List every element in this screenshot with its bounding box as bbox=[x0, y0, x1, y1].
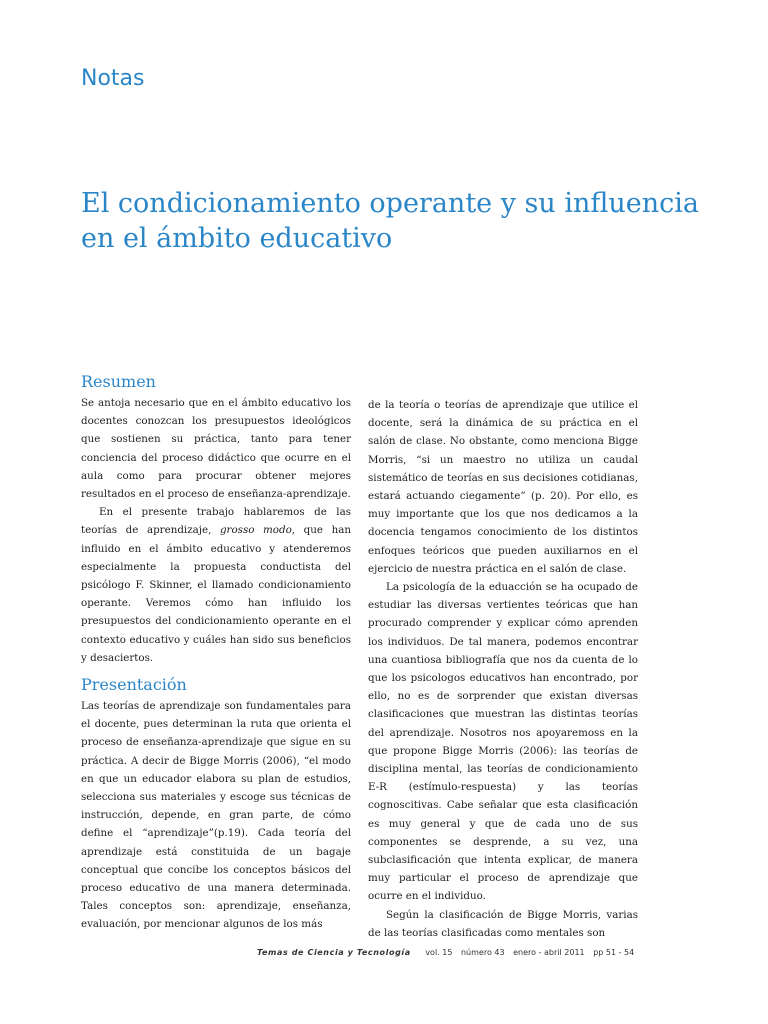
right-column bbox=[368, 396, 638, 942]
presentacion-paragraph-1: Las teorías de aprendizaje son fundamentales para el docente, pues determinan la ruta que orienta el proceso de enseñanza-aprendizaje que sigue en su práctica. A decir de Bigge Morris (2006), “el modo en que un educador elabora su plan de estudios, selecciona sus materiales y escoge sus técnicas de instrucción, depende, en gran parte, de cómo define el “aprendizaje”(p.19). Cada teoría del aprendizaje está constituida de un bagaje conceptual que concibe los conceptos básicos del proceso educativo de una manera determinada. Tales conceptos son: aprendizaje, enseñanza, evaluación, por mencionar algunos de los más bbox=[81, 700, 351, 931]
left-column bbox=[81, 372, 351, 934]
presentacion-heading: Presentación bbox=[81, 675, 187, 695]
resumen-p2-start: En el presente trabajo hablaremos de las teorías de aprendizaje, bbox=[81, 506, 351, 537]
article-title: El condicionamiento operante y su influencia en el ámbito educativo bbox=[81, 188, 700, 254]
resumen-p2-italic: grosso modo bbox=[219, 524, 292, 537]
right-paragraph-2: La psicología de la eduacción se ha ocupado de estudiar las diversas vertientes teóricas que han procurado comprender y explicar cómo aprenden los individuos. De tal manera, podemos encontrar una cuantiosa bibliografía que nos da cuenta de lo que los psicologos educativos han encontrado, por ello, no es de sorprender que existan diversas clasificaciones que muestran las distintas teorías del aprendizaje. Nosotros nos apoyaremoss en la que propone Bigge Morris (2006): las teorías de disciplina mental, las teorías de condicionamiento E-R (estímulo-respuesta) y las teorías cognoscitivas. Cabe señalar que esta clasificación es muy general y que de cada uno de sus componentes se desprende, a su vez, una subclasificación que intenta explicar, de manera muy particular el proceso de aprendizaje que ocurre en el individuo. bbox=[368, 581, 638, 903]
journal-name: Temas de Ciencia y Tecnología bbox=[257, 948, 411, 957]
resumen-paragraph-1: Se antoja necesario que en el ámbito educativo los docentes conozcan los presupuestos ideológicos que sostienen su práctica, tanto para tener conciencia del proceso didáctico que ocurre en el aula como para procurar obtener mejores resultados en el proceso de enseñanza-aprendizaje. bbox=[81, 397, 351, 501]
issue-period: enero - abril 2011 bbox=[513, 948, 585, 957]
resumen-heading: Resumen bbox=[81, 372, 156, 391]
resumen-p2-end: , que han influido en el ámbito educativo y atenderemos especialmente la propuesta conductista del psicólogo F. Skinner, el llamado condicionamiento operante. Veremos cómo han influido los presupuestos del condicionamiento operante en el contexto educativo y cuáles han sido sus beneficios y desaciertos. bbox=[81, 524, 351, 664]
right-paragraph-3: Según la clasificación de Bigge Morris, varias de las teorías clasificadas como mentales son bbox=[368, 908, 638, 939]
section-label: Notas bbox=[81, 66, 145, 91]
page-range: pp 51 - 54 bbox=[593, 948, 635, 957]
page-footer bbox=[257, 948, 639, 957]
resumen-paragraph-2 bbox=[81, 503, 351, 667]
volume: vol. 15 bbox=[425, 948, 453, 957]
right-paragraph-1: de la teoría o teorías de aprendizaje que utilice el docente, será la dinámica de su práctica en el salón de clase. No obstante, como menciona Bigge Morris, “si un maestro no utiliza un caudal sistemático de teorías en sus decisiones cotidianas, estará actuando ciegamente” (p. 20). Por ello, es muy importante que los que nos dedicamos a la docencia tengamos conocimiento de los distintos enfoques teóricos que pueden auxiliarnos en el ejercicio de nuestra práctica en el salón de clase. bbox=[368, 399, 638, 575]
issue-number: número 43 bbox=[460, 948, 505, 957]
